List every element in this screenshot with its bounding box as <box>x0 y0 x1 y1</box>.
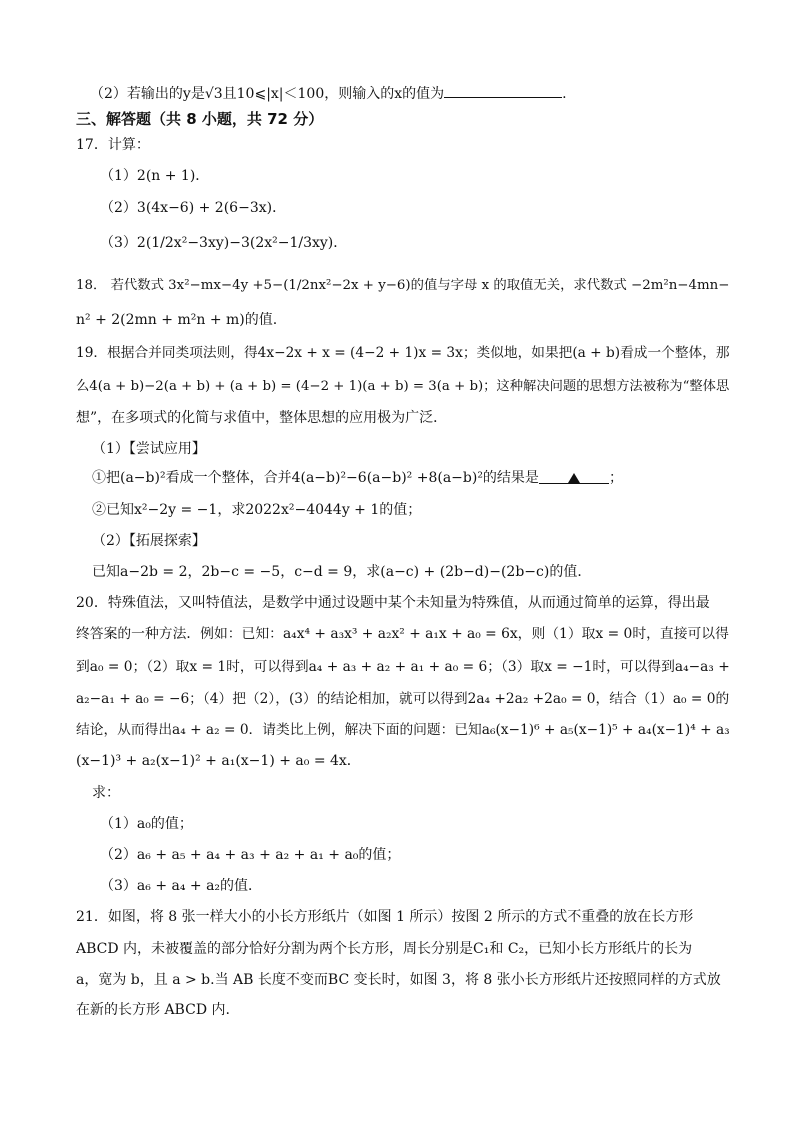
q20-part1-line <box>0 815 794 833</box>
q18-line2 <box>0 311 794 329</box>
q20-part2-line <box>0 846 794 864</box>
q19-part2-line <box>0 563 794 581</box>
q20-text-1: 20．特殊值法，又叫特值法，是数学中通过设题中某个未知量为特殊值，从而通过简单的运算，得出最 <box>76 595 710 611</box>
q20-text-3: 到a₀ = 0；（2）取x = 1时，可以得到a₄ + a₃ + a₂ + a₁ + a₀ = 6；（3）取x = −1时，可以得到a₄−a₃ + <box>76 659 730 675</box>
section3-title: 三、解答题（共 8 小题，共 72 分） <box>76 110 324 128</box>
q19-line2 <box>0 377 794 396</box>
q18-text-2: n² + 2(2mn + m²n + m)的值. <box>76 312 278 328</box>
q21-text-1: 21．如图，将 8 张一样大小的小长方形纸片（如图 1 所示）按图 2 所示的方式不重叠的放在长方形 <box>76 909 694 925</box>
q20-line3 <box>0 658 794 676</box>
q20-line6 <box>0 752 794 770</box>
q17-title: 17．计算： <box>76 137 150 153</box>
q18-line1 <box>0 276 794 295</box>
q20-ask-line <box>0 784 794 802</box>
q19-text-1: 19．根据合并同类项法则，得4x−2x + x = (4−2 + 1)x = 3x；类似地，如果把(a + b)看成一个整体，那 <box>76 345 730 361</box>
q17-part1-line <box>0 167 794 185</box>
q20-text-2: 终答案的一种方法．例如：已知：a₄x⁴ + a₃x³ + a₂x² + a₁x + a₀ = 6x，则（1）取x = 0时，直接可以得 <box>76 626 729 642</box>
q19-part2-title: （2）【拓展探索】 <box>92 533 206 549</box>
q21-line1 <box>0 908 794 926</box>
q17-part3: （3）2(1/2x²−3xy)−3(2x²−1/3xy)． <box>100 235 348 251</box>
q21-line2 <box>0 940 794 958</box>
q16-part2-text: （2）若输出的y是√3且10⩽|x|＜100，则输入的x的值为 <box>90 86 445 102</box>
triangle-icon <box>568 473 580 483</box>
q20-line1 <box>0 594 794 612</box>
q17-part2-line <box>0 199 794 217</box>
q21-text-3: a，宽为 b，且 a > b.当 AB 长度不变而BC 变长时，如图 3，将 8 张小长方形纸片还按照同样的方式放 <box>76 972 721 988</box>
q19-line1 <box>0 344 794 362</box>
q19-item1-line <box>0 469 794 487</box>
q17-part3-line <box>0 234 794 252</box>
q20-part1: （1）a₀的值； <box>100 816 193 832</box>
q19-line3 <box>0 409 794 427</box>
q19-item2-line <box>0 501 794 519</box>
q17-title-line <box>0 136 794 154</box>
section3-heading <box>0 110 794 128</box>
q17-part2: （2）3(4x−6) + 2(6−3x)． <box>100 200 287 216</box>
q20-text-5: 结论，从而得出a₄ + a₂ = 0．请类比上例，解决下面的问题：已知a₆(x−1)⁶ + a₅(x−1)⁵ + a₄(x−1)⁴ + a₃ <box>76 722 730 738</box>
q20-ask: 求： <box>92 785 120 801</box>
q18-text-1: 18． 若代数式 3x²−mx−4y +5−(1/2nx²−2x + y−6)的值与字母 x 的取值无关，求代数式 −2m²n−4mn− <box>76 278 730 293</box>
q19-text-3: 想”，在多项式的化简与求值中，整体思想的应用极为广泛． <box>76 410 448 426</box>
q19-part2-text: 已知a−2b = 2，2b−c = −5，c−d = 9，求(a−c) + (2b−d)−(2b−c)的值． <box>92 564 592 580</box>
q21-line4 <box>0 1001 794 1019</box>
period: . <box>562 86 567 102</box>
q19-text-2: 么4(a + b)−2(a + b) + (a + b) = (4−2 + 1)(a + b) = 3(a + b)；这种解决问题的思想方法被称为“整体思 <box>76 379 730 394</box>
q19-part1-title: （1）【尝试应用】 <box>92 441 206 457</box>
q21-text-4: 在新的长方形 ABCD 内. <box>76 1002 230 1018</box>
q20-text-6: (x−1)³ + a₂(x−1)² + a₁(x−1) + a₀ = 4x． <box>76 753 361 769</box>
q17-part1: （1）2(n + 1)． <box>100 168 210 184</box>
q19-item1-end: ； <box>608 470 623 486</box>
answer-blank <box>539 469 609 484</box>
q20-line5 <box>0 721 794 739</box>
q20-line4 <box>0 690 794 708</box>
q19-part2-heading <box>0 532 794 550</box>
q21-line3 <box>0 971 794 989</box>
q19-item1: ①把(a−b)²看成一个整体，合并4(a−b)²−6(a−b)² +8(a−b)²的结果是 <box>92 470 539 486</box>
q20-text-4: a₂−a₁ + a₀ = −6；（4）把（2），(3）的结论相加，就可以得到2a₄ +2a₂ +2a₀ = 0，结合（1）a₀ = 0的 <box>76 691 730 707</box>
q19-part1-heading <box>0 440 794 458</box>
q20-part3: （3）a₆ + a₄ + a₂的值． <box>100 878 263 894</box>
q21-text-2: ABCD 内，未被覆盖的部分恰好分割为两个长方形，周长分别是C₁和 C₂，已知小长方形纸片的长为 <box>76 941 693 957</box>
q19-item2: ②已知x²−2y = −1，求2022x²−4044y + 1的值； <box>92 502 422 518</box>
q20-part2: （2）a₆ + a₅ + a₄ + a₃ + a₂ + a₁ + a₀的值； <box>100 847 401 863</box>
answer-blank <box>444 83 562 98</box>
q16-part2-line <box>0 83 794 103</box>
q20-line2 <box>0 625 794 643</box>
q20-part3-line <box>0 877 794 895</box>
